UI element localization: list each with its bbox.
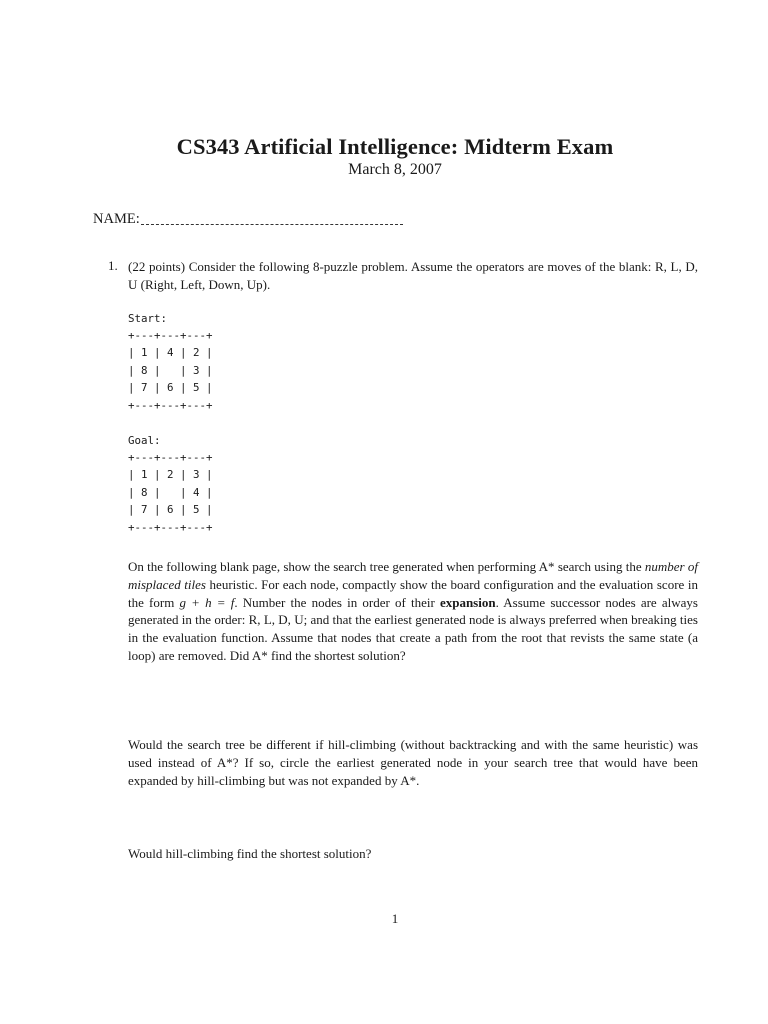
goal-board: +---+---+---+ | 1 | 2 | 3 | | 8 | | 4 | | 7 | 6 | 5 | +---+---+---+ (128, 451, 213, 534)
evaluation-formula: g + h = f (179, 594, 235, 610)
astar-instructions (128, 558, 698, 665)
start-board: +---+---+---+ | 1 | 4 | 2 | | 8 | | 3 | | 7 | 6 | 5 | +---+---+---+ (128, 329, 213, 412)
name-field-row (93, 211, 403, 228)
page-number: 1 (391, 911, 399, 926)
astar-text-d: . Number the nodes in order of their (234, 594, 440, 610)
exam-title: CS343 Artificial Intelligence: Midterm Exam (176, 134, 614, 159)
hill-climbing-question: Would the search tree be different if hill-climbing (without backtracking and with the same heuristic) was used instead of A*? If so, circle the earliest generated node in your search tree that would have been expanded by hill-climbing but was not expanded by A*. (128, 737, 698, 788)
heuristic-name: number of misplaced tiles (128, 559, 698, 592)
start-label: Start: (128, 312, 168, 325)
astar-text-c: heuristic. For each node, compactly show the board configuration and the evaluation score in the form (128, 576, 698, 610)
name-label: NAME: (93, 211, 140, 227)
expansion-term: expansion (439, 594, 496, 610)
hill-climbing-shortest-question: Would hill-climbing find the shortest solution? (128, 846, 372, 861)
exam-date: March 8, 2007 (348, 161, 442, 178)
name-blank-line[interactable] (141, 212, 403, 225)
goal-label: Goal: (128, 434, 161, 447)
question-number: 1. (108, 258, 118, 273)
question-intro: (22 points) Consider the following 8-puzzle problem. Assume the operators are moves of the blank: R, L, D, U (Right, Left, Down, Up). (128, 259, 698, 292)
astar-text-f: . Assume successor nodes are always generated in the order: R, L, D, U; and that the earliest generated node is always preferred when breaking ties in the evaluation function. Assume that nodes that create a path from the root that revists the same state (a loop) are removed. Did A* find the shortest solution? (128, 594, 698, 663)
astar-text-a: On the following blank page, show the search tree generated when performing A* search using the (128, 559, 645, 574)
